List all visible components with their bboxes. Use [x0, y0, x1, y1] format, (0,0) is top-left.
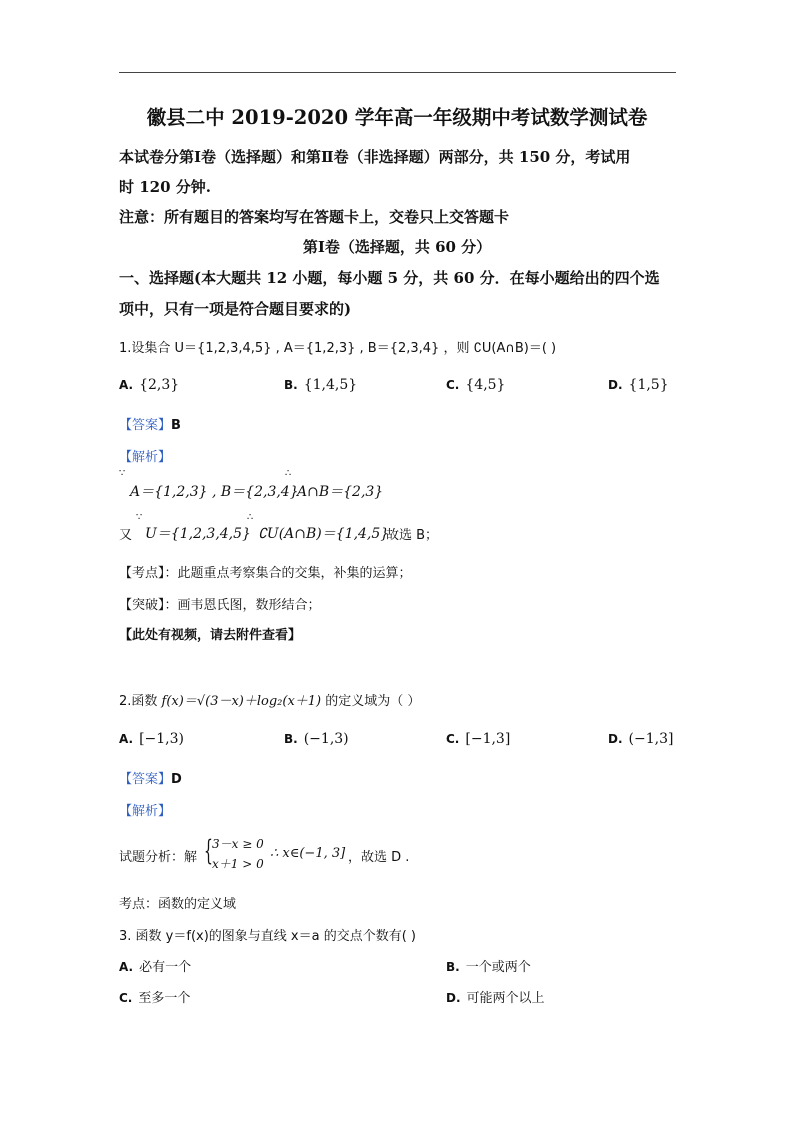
option-value: (−1,3) [303, 731, 349, 747]
option-label: B. [284, 732, 298, 746]
q1-kaodian: 【考点】：此题重点考察集合的交集，补集的运算； [119, 566, 412, 581]
inequality-1: 3－x ≥ 0 [212, 837, 264, 851]
therefore-symbol: ∴ [247, 512, 254, 523]
option-value: (−1,3] [628, 731, 674, 747]
option-value: {1,4,5} [303, 377, 358, 393]
option-label: C. [446, 732, 460, 746]
q2-option-c [446, 731, 510, 747]
q1-solution-line-2a: U＝{1,2,3,4,5} [145, 526, 251, 542]
q1-solution-line-2b: ∁U(A∩B)＝{1,4,5} [258, 526, 390, 542]
option-value: [−1,3) [139, 731, 184, 747]
option-value: 至多一个 [138, 991, 191, 1006]
option-label: A. [119, 960, 134, 974]
option-label: C. [446, 378, 460, 392]
q2-function: f(x)＝√(3－x)＋log₂(x＋1) [161, 694, 322, 709]
notice: 注意：所有题目的答案均写在答题卡上，交卷只上交答题卡 [119, 208, 510, 226]
q3-option-b [446, 956, 531, 975]
option-value: {1,5} [628, 377, 669, 393]
system-brace: { [204, 834, 213, 867]
q1-tupo: 【突破】：画韦恩氏图，数形结合； [119, 598, 321, 613]
therefore-symbol: ∴ [285, 468, 292, 479]
intro-line-2: 时 120 分钟. [119, 178, 211, 196]
q2-answer [119, 768, 182, 787]
q3-option-d [446, 987, 545, 1006]
q1-solution-prefix: 又 [119, 528, 133, 543]
option-label: A. [119, 732, 134, 746]
video-note: 【此处有视频，请去附件查看】 [119, 628, 302, 643]
option-label: B. [284, 378, 298, 392]
option-value: 必有一个 [139, 960, 192, 975]
q3-option-a [119, 956, 191, 975]
q1-analysis-tag: 【解析】 [119, 450, 172, 465]
inequality-2: x＋1 > 0 [212, 857, 264, 871]
inequality-system [212, 834, 264, 874]
q1-option-d [608, 377, 669, 393]
intro-line-1: 本试卷分第Ⅰ卷（选择题）和第Ⅱ卷（非选择题）两部分，共 150 分，考试用 [119, 148, 631, 166]
q1-option-a [119, 377, 179, 393]
section-instruction-line-2: 项中，只有一项是符合题目要求的) [119, 300, 352, 318]
q1-solution-line-1: A＝{1,2,3} , B＝{2,3,4} [130, 484, 299, 500]
q1-solution-line-1b: A∩B＝{2,3} [297, 484, 384, 500]
option-value: [−1,3] [465, 731, 511, 747]
option-label: D. [446, 991, 461, 1005]
q2-option-d [608, 731, 673, 747]
q2-stem-suffix: 的定义域为（ ） [325, 694, 421, 709]
question-2-stem [119, 690, 420, 709]
page-title: 徽县二中 2019-2020 学年高一年级期中考试数学测试卷 [146, 106, 648, 129]
answer-tag: 【答案】 [119, 418, 172, 433]
q1-answer [119, 414, 181, 433]
q2-option-b [284, 731, 349, 747]
because-symbol: ∵ [136, 512, 143, 523]
answer-tag: 【答案】 [119, 772, 172, 787]
option-label: C. [119, 991, 133, 1005]
question-3-stem: 3. 函数 y＝f(x)的图象与直线 x＝a 的交点个数有( ) [119, 929, 416, 944]
option-label: D. [608, 378, 623, 392]
section-instruction-line-1: 一、选择题(本大题共 12 小题，每小题 5 分，共 60 分．在每小题给出的四个选 [119, 269, 660, 287]
option-label: D. [608, 732, 623, 746]
q2-stem-prefix: 2.函数 [119, 694, 158, 709]
q2-solution-result: ∴ x∈(−1, 3] [270, 846, 346, 861]
option-value: 可能两个以上 [466, 991, 545, 1006]
option-value: {4,5} [465, 377, 506, 393]
q2-option-a [119, 731, 184, 747]
q2-solution-prefix: 试题分析：解 [119, 850, 198, 865]
option-label: B. [446, 960, 460, 974]
answer-value: D [171, 772, 182, 787]
because-symbol: ∵ [119, 468, 126, 479]
q3-option-c [119, 987, 190, 1006]
q2-analysis-tag: 【解析】 [119, 804, 172, 819]
option-value: 一个或两个 [465, 960, 531, 975]
option-label: A. [119, 378, 134, 392]
q2-solution-conclusion: ，故选 D . [348, 850, 410, 865]
question-1-stem: 1.设集合 U＝{1,2,3,4,5} , A＝{1,2,3} , B＝{2,3,4} ，则 ∁U(A∩B)＝( ) [119, 341, 557, 356]
q2-kaodian: 考点：函数的定义域 [119, 897, 237, 912]
q1-solution-conclusion: 故选 B； [386, 528, 439, 543]
header-rule [119, 72, 676, 73]
section-heading: 第Ⅰ卷（选择题，共 60 分） [302, 238, 492, 256]
answer-value: B [171, 418, 181, 433]
q1-option-b [284, 377, 357, 393]
q1-option-c [446, 377, 505, 393]
option-value: {2,3} [139, 377, 180, 393]
